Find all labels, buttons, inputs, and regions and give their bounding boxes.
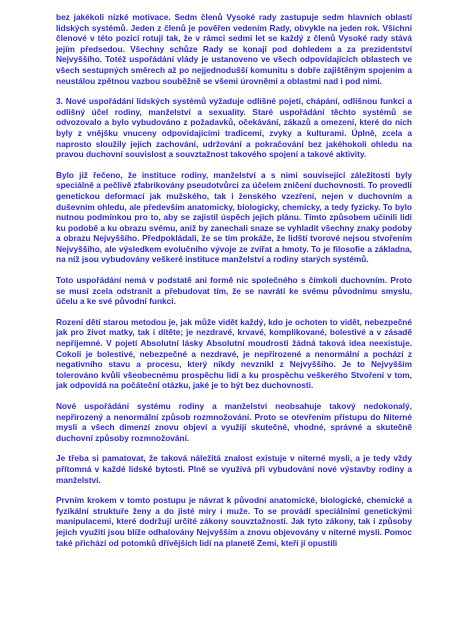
paragraph-intro: bez jakékoli nízké motivace. Sedm členů Vysoké rady zastupuje sedm hlavních oblastí lidských systémů. Jeden z členů je pověřen vedením Rady, obvykle na jeden rok. Všichni členové v této pozici rotují tak, že v rámci sedmi let se každý z členů Vysoké rady stává jejím předsedou. Všechny schůze Rady se konají pod dohledem a za prezidentství Nejvyššího. Totéž uspořádání vlády je ustanoveno ve všech odpovídajících oblastech ve všech sestupných směrech až po nejjednodušší komunitu s dobře zajištěným spojením a neustálou zpětnou vazbou souběžně se všemi úrovněmi a oblastmi nad i pod nimi. xyxy=(56,12,412,86)
document-page xyxy=(56,12,412,558)
paragraph-first-step: Prvním krokem v tomto postupu je návrat k původní anatomické, biologické, chemické a fyzikální struktuře ženy a do jisté míry i muže. To se provádí speciálními genetickými manipulacemi, které dodržují určité zákony souvztažností. Jak tyto zákony, tak i způsoby jejich využití jsou blíže odhalovány Nejvyšším a znovu objevovány v niterné mysli. Pomoc také přichází od potomků dřívějších lidí na planetě Zemi, kteří jí opustili xyxy=(56,495,412,548)
paragraph-institutions: Bylo již řečeno, že instituce rodiny, manželství a s nimi související záležitosti byly speciálně a pečlivě zfabrikovány pseudotvůrci za účelem zničení duchovnosti. To provedli genetickou deformací jak mužského, tak i ženského vzezření, nejen v duchovním a duševním ohledu, ale především anatomicky, biologicky, chemicky, a tedy fyzicky. To bylo nutnou podmínkou pro to, aby se zajistil úspěch jejich plánu. Tímto způsobem učinili lidi ku podobě a ku obrazu svému, aniž by zanechali snaze se vyhladit všechny znaky podoby a obrazu Nejvyššího. Předpokládali, že se tím prokáže, že lidští tvorové nejsou stvořením Nejvyššího, ale výsledkem evolučního vývoje ze zvířat a hmoty. To je filosofie a základna, na níž jsou vybudovány veškeré instituce manželství a rodiny starých systémů. xyxy=(56,169,412,265)
paragraph-section-3: 3. Nové uspořádání lidských systémů vyžaduje odlišné pojetí, chápání, odlišnou funkci a odlišný účel rodiny, manželství a sexuality. Staré uspořádání těchto systémů se odvozovalo a bylo vybudováno z požadavků, očekávání, zákazů a omezení, které do nich byly z vnějšku vnuceny odpovídajícími tradicemi, zvyky a kulturami. Úplně, zcela a naprosto sloužily jejich zachování, udržování a pokračování bez jakéhokoli ohledu na pravou duchovní souvislost a souvztažnost takového spojení a takové aktivity. xyxy=(56,96,412,160)
paragraph-inner-mind: Je třeba si pamatovat, že taková náležitá znalost existuje v niterné mysli, a je tedy vždy přítomná v každé lidské bytosti. Plně se využívá při vybudování nové výstavby rodiny a manželství. xyxy=(56,453,412,485)
paragraph-rebuild: Toto uspořádání nemá v podstatě ani formě nic společného s čímkoli duchovním. Proto se musí zcela odstranit a přebudovat tím, že se navrátí ke svému původnímu smyslu, účelu a ke své původní funkci. xyxy=(56,275,412,307)
paragraph-birth: Rození dětí starou metodou je, jak může vidět každý, kdo je ochoten to vidět, nebezpečné jak pro život matky, tak i dítěte; je nezdravé, krvavé, komplikované, bolestivé a v zásadě nepříjemné. V pojetí Absolutní lásky Absolutní moudrosti žádná taková idea neexistuje. Cokoli je bolestivé, nebezpečné a nezdravé, je nepřirozené a nenormální a pochází z negativního stavu a procesu, který nikdy nevznikl z Nejvyššího. Je to Nejvyšším tolerováno kvůli všeobecnému prospěchu lidí a ku prospěchu veškerého Stvoření v tom, jak odpovídá na počáteční otázku, jaké je to být bez duchovnosti. xyxy=(56,316,412,391)
paragraph-new-arrangement: Nové uspořádání systému rodiny a manželství neobsahuje takový nedokonalý, nepřirozený a nenormální způsob rozmnožování. Proto se otevřením přístupu do Niterné mysli a všech dimenzí znovu objeví a využijí skutečné, vhodné, správné a skutečně duchovní způsoby rozmnožování. xyxy=(56,401,412,443)
